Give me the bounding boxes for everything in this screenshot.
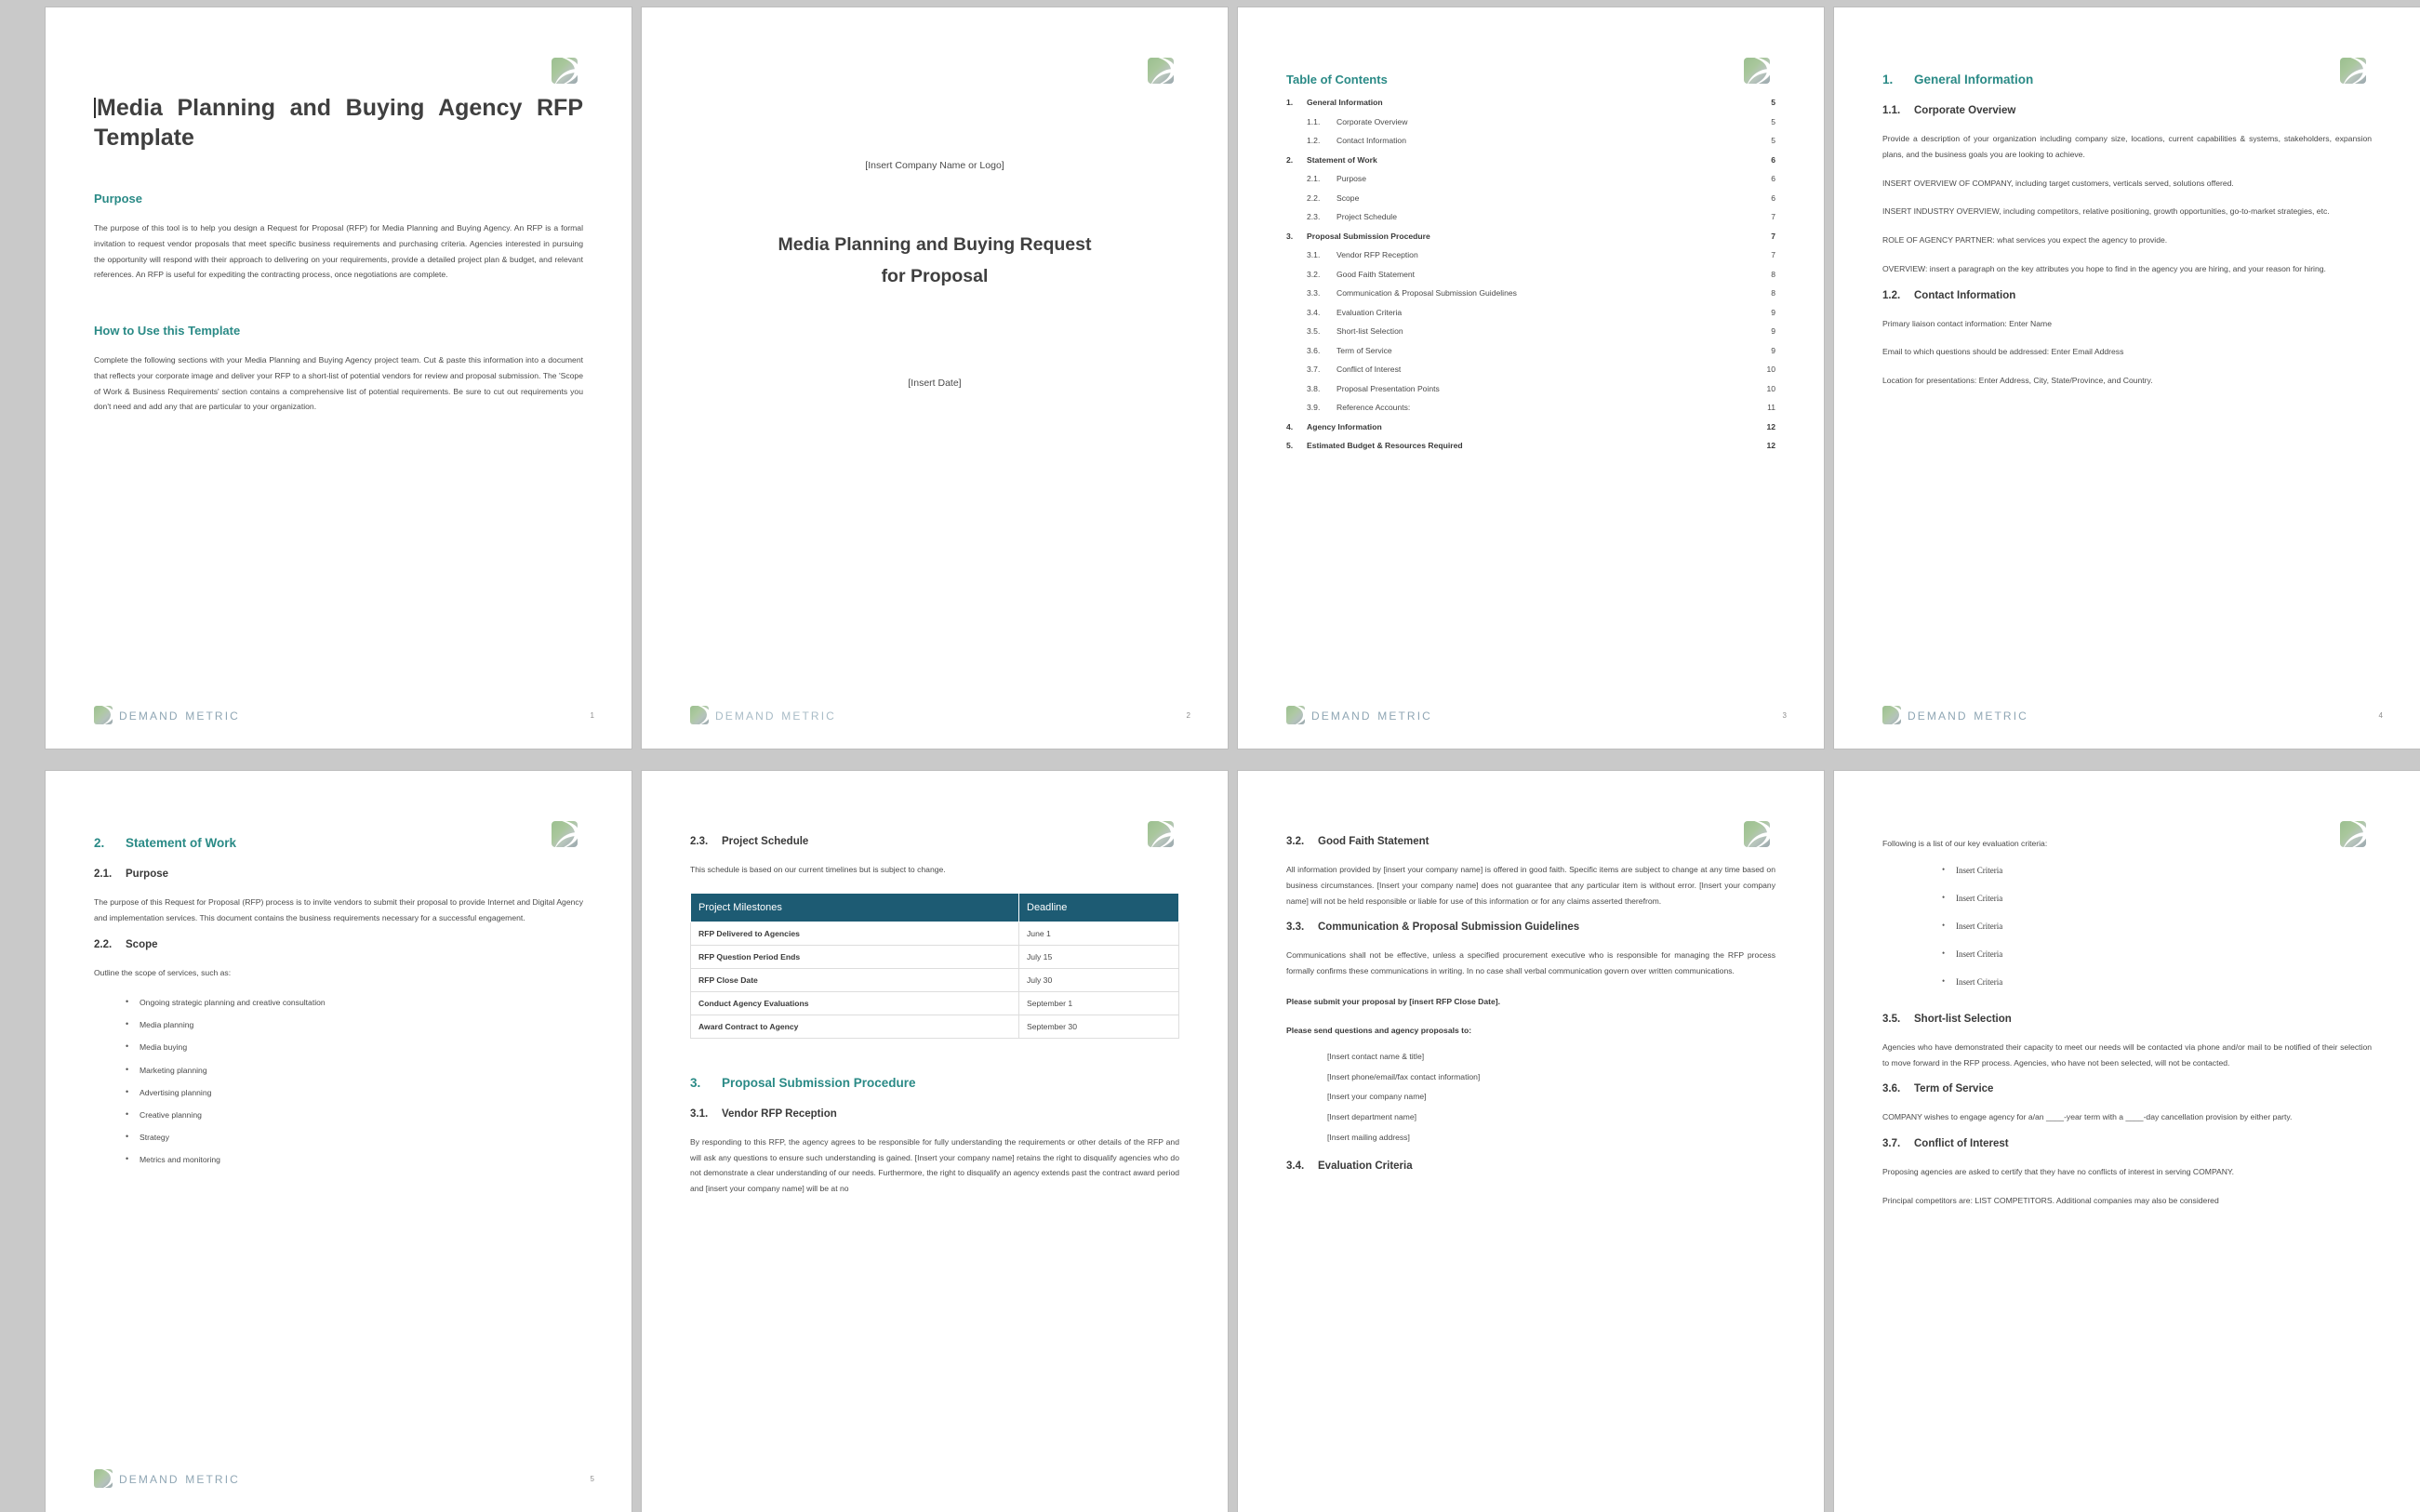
toc-entry-label: Statement of Work	[1307, 154, 1377, 165]
short-list-selection-paragraph: Agencies who have demonstrated their capacity to meet our needs will be contacted via phone and/or mail to be notified of their selection to move forward in the RFP process. Agencies, who have not been selected, will not be contacted.	[1882, 1041, 2372, 1068]
corporate-overview-paragraph-5: OVERVIEW: insert a paragraph on the key attributes you hope to find in the agency you are hiring, and your reason for hiring.	[1882, 263, 2326, 273]
list-item: • Insert Criteria	[1942, 867, 2372, 875]
demand-metric-logo-icon	[1148, 821, 1174, 847]
scope-intro-paragraph: Outline the scope of services, such as:	[94, 967, 232, 977]
toc-entry-label: Communication & Proposal Submission Guidelines	[1336, 288, 1517, 298]
toc-entry-page: 11	[1767, 403, 1775, 412]
list-item: • Media buying	[126, 1043, 583, 1052]
table-of-contents-list	[1286, 98, 1775, 450]
page-footer	[94, 1469, 594, 1488]
toc-entry[interactable]	[1286, 193, 1775, 203]
toc-entry-page: 6	[1771, 192, 1775, 203]
demand-metric-logo-icon	[1744, 821, 1770, 847]
term-of-service-paragraph: COMPANY wishes to engage agency for a/an ____-year term with a ____-day cancellation provision by either party.	[1882, 1112, 2293, 1122]
toc-entry-label: Conflict of Interest	[1336, 365, 1402, 374]
table-of-contents-title: Table of Contents	[1286, 73, 1388, 86]
schedule-intro-paragraph: This schedule is based on our current timelines but is subject to change.	[690, 865, 946, 874]
conflict-of-interest-paragraph: Proposing agencies are asked to certify that they have no conflicts of interest in serving COMPANY.	[1882, 1167, 2234, 1176]
demand-metric-wordmark: demand metric	[1311, 706, 1432, 723]
toc-entry[interactable]	[1286, 212, 1775, 221]
scope-bullet-list	[94, 999, 583, 1163]
toc-entry[interactable]	[1286, 308, 1775, 317]
toc-entry[interactable]	[1286, 250, 1775, 259]
vendor-rfp-reception-paragraph: By responding to this RFP, the agency agrees to be responsible for fully understanding the requirements or other details of the RFP and will ask any questions to ensure such understanding is gained. [Insert your company name] retains the right to disqualify agencies who do not demonstrate a clear understanding of our needs. Furthermore, the right to disqualify an agency extends past the contract award period and [insert your company name] will be at no	[690, 1136, 1179, 1193]
toc-entry-number: 5.	[1286, 441, 1294, 450]
contact-placeholder-line: [Insert phone/email/fax contact information]	[1327, 1071, 1481, 1081]
table-row	[691, 1015, 1179, 1038]
subsection-heading-communication-guidelines: 3.3. Communication & Proposal Submission Guidelines	[1286, 922, 1580, 934]
toc-entry-label: Estimated Budget & Resources Required	[1307, 441, 1463, 450]
toc-entry-number: 3.4.	[1307, 307, 1321, 317]
toc-entry[interactable]	[1286, 422, 1775, 431]
send-questions-note: Please send questions and agency proposals to:	[1286, 1025, 1472, 1035]
subsection-heading-project-schedule: 2.3. Project Schedule	[690, 836, 809, 847]
list-item: • Marketing planning	[126, 1067, 583, 1075]
table-header-row	[691, 893, 1179, 922]
toc-entry-label: General Information	[1307, 98, 1383, 107]
principal-competitors-paragraph: Principal competitors are: LIST COMPETITORS. Additional companies may also be considered	[1882, 1195, 2219, 1205]
page-number: 3	[1782, 710, 1787, 720]
column-header-deadline: Deadline	[1019, 893, 1179, 922]
subsection-heading-vendor-rfp-reception: 3.1. Vendor RFP Reception	[690, 1107, 837, 1120]
page-footer	[1882, 706, 2383, 724]
toc-entry-label: Evaluation Criteria	[1336, 307, 1403, 317]
toc-entry[interactable]	[1286, 232, 1775, 241]
demand-metric-logo-icon	[1148, 58, 1174, 84]
toc-entry-label: Term of Service	[1336, 345, 1392, 355]
toc-entry-label: Proposal Presentation Points	[1336, 383, 1440, 393]
toc-entry-page: 7	[1771, 212, 1775, 221]
table-row	[691, 991, 1179, 1015]
list-item: • Media planning	[126, 1021, 583, 1029]
toc-entry-label: Good Faith Statement	[1336, 269, 1416, 279]
date-placeholder: [Insert Date]	[908, 378, 962, 390]
subsection-heading-conflict-of-interest: 3.7. Conflict of Interest	[1882, 1138, 2009, 1149]
toc-entry-page: 7	[1771, 231, 1775, 241]
page-footer	[94, 706, 594, 724]
toc-entry-number: 1.1.	[1307, 116, 1321, 126]
toc-entry-label: Short-list Selection	[1336, 326, 1403, 336]
column-header-milestones: Project Milestones	[691, 893, 1019, 922]
toc-entry[interactable]	[1286, 136, 1775, 145]
table-row	[691, 968, 1179, 991]
deadline-cell: September 30	[1019, 1015, 1179, 1038]
deadline-cell: July 15	[1019, 945, 1179, 968]
toc-entry-label: Contact Information	[1336, 136, 1406, 145]
list-item: • Insert Criteria	[1942, 922, 2372, 931]
project-schedule-table	[690, 893, 1179, 1039]
table-row	[691, 945, 1179, 968]
submission-deadline-note: Please submit your proposal by [insert RFP Close Date].	[1286, 996, 1501, 1006]
document-page-7[interactable]	[1238, 771, 1824, 1512]
toc-entry-page: 12	[1766, 421, 1775, 431]
toc-entry-number: 3.5.	[1307, 326, 1321, 336]
corporate-overview-paragraph-4: ROLE OF AGENCY PARTNER: what services you expect the agency to provide.	[1882, 235, 2168, 245]
toc-entry-number: 2.	[1286, 154, 1294, 165]
milestone-cell: RFP Close Date	[691, 968, 1019, 991]
toc-entry-number: 1.	[1286, 98, 1294, 107]
cover-title-line-1: Media Planning and Buying Request	[778, 234, 1092, 255]
contact-placeholder-list	[1286, 1053, 1775, 1141]
demand-metric-logo-icon	[94, 1469, 113, 1488]
toc-entry-page: 8	[1771, 288, 1775, 298]
contact-line-3: Location for presentations: Enter Address, City, State/Province, and Country.	[1882, 376, 2153, 385]
toc-entry-number: 2.2.	[1307, 192, 1321, 203]
toc-entry-page: 10	[1766, 383, 1775, 393]
toc-entry-number: 3.1.	[1307, 250, 1321, 259]
page-number: 1	[590, 710, 594, 720]
subsection-heading-evaluation-criteria: 3.4. Evaluation Criteria	[1286, 1161, 1413, 1173]
toc-entry[interactable]	[1286, 270, 1775, 279]
toc-entry[interactable]	[1286, 174, 1775, 183]
toc-entry-page: 6	[1771, 154, 1775, 165]
corporate-overview-paragraph-1: Provide a description of your organization including company size, locations, current capabilities & systems, stakeholders, expansion plans, and the business goals you are looking to achieve.	[1882, 134, 2372, 159]
milestone-cell: Award Contract to Agency	[691, 1015, 1019, 1038]
demand-metric-logo-icon	[2340, 58, 2366, 84]
toc-entry-page: 6	[1771, 174, 1775, 183]
document-page-2[interactable]	[642, 7, 1228, 749]
toc-entry-label: Agency Information	[1307, 421, 1382, 431]
section-heading-purpose: Purpose	[94, 192, 143, 206]
document-page-4[interactable]	[1834, 7, 2420, 749]
demand-metric-logo-icon	[94, 706, 113, 724]
toc-entry-page: 5	[1771, 98, 1775, 107]
section-heading-proposal-submission-procedure: 3. Proposal Submission Procedure	[690, 1075, 916, 1090]
toc-entry[interactable]	[1286, 384, 1775, 393]
toc-entry-page: 5	[1771, 136, 1775, 145]
list-item: • Insert Criteria	[1942, 950, 2372, 959]
contact-placeholder-line: [Insert your company name]	[1327, 1092, 1427, 1102]
contact-line-1: Primary liaison contact information: Enter Name	[1882, 318, 2052, 328]
toc-entry-number: 2.1.	[1307, 174, 1321, 183]
toc-entry-number: 3.3.	[1307, 288, 1321, 298]
demand-metric-logo-icon	[2340, 821, 2366, 847]
list-item: • Advertising planning	[126, 1089, 583, 1097]
toc-entry[interactable]	[1286, 346, 1775, 355]
demand-metric-wordmark: demand metric	[119, 706, 240, 723]
subsection-heading-contact-information: 1.2. Contact Information	[1882, 289, 2016, 301]
toc-entry-page: 9	[1771, 326, 1775, 336]
toc-entry[interactable]	[1286, 403, 1775, 412]
milestone-cell: RFP Question Period Ends	[691, 945, 1019, 968]
toc-entry-number: 3.2.	[1307, 269, 1321, 279]
toc-entry-page: 10	[1766, 365, 1775, 374]
toc-entry[interactable]	[1286, 441, 1775, 450]
toc-entry-number: 3.7.	[1307, 365, 1321, 374]
toc-entry-page: 7	[1771, 250, 1775, 259]
document-page-6[interactable]	[642, 771, 1228, 1512]
demand-metric-wordmark: demand metric	[119, 1469, 240, 1487]
toc-entry-label: Reference Accounts:	[1336, 403, 1411, 412]
toc-entry[interactable]	[1286, 326, 1775, 336]
list-item: • Insert Criteria	[1942, 895, 2372, 903]
toc-entry-page: 9	[1771, 307, 1775, 317]
toc-entry[interactable]	[1286, 365, 1775, 374]
toc-entry-label: Purpose	[1336, 174, 1367, 183]
toc-entry[interactable]	[1286, 98, 1775, 107]
section-heading-how-to-use: How to Use this Template	[94, 324, 241, 338]
corporate-overview-paragraph-2: INSERT OVERVIEW OF COMPANY, including target customers, verticals served, solutions offered.	[1882, 178, 2234, 188]
page-footer	[1286, 706, 1787, 724]
section-heading-statement-of-work: 2. Statement of Work	[94, 836, 237, 850]
demand-metric-wordmark: demand metric	[1908, 706, 2028, 723]
subsection-heading-good-faith-statement: 3.2. Good Faith Statement	[1286, 836, 1429, 847]
company-name-placeholder: [Insert Company Name or Logo]	[865, 160, 1004, 171]
list-item: • Metrics and monitoring	[126, 1156, 583, 1164]
cover-title-line-2: for Proposal	[881, 266, 989, 287]
demand-metric-logo-icon	[1744, 58, 1770, 84]
toc-entry-number: 3.9.	[1307, 403, 1321, 412]
demand-metric-logo-icon	[1882, 706, 1901, 724]
demand-metric-wordmark: demand metric	[715, 706, 836, 723]
communication-guidelines-paragraph: Communications shall not be effective, unless a specified procurement executive who is responsible for managing the RFP process formally confirms these communications in writing. In no case shall verbal communication govern over written communications.	[1286, 950, 1775, 975]
purpose-paragraph: The purpose of this tool is to help you design a Request for Proposal (RFP) for Media Planning and Buying Agency. An RFP is a formal invitation to request vendor proposals that meet specific business requirements and purchasing criteria. Agencies interested in pursuing the opportunity will respond with their approach to delivering on your requirements, provide a detailed project plan & budget, and relevant references. An RFP is useful for expediting the contracting process, once negotiations are complete.	[94, 223, 583, 280]
page-footer	[690, 706, 1190, 724]
demand-metric-logo-icon	[690, 706, 709, 724]
toc-entry[interactable]	[1286, 155, 1775, 165]
subsection-heading-purpose: 2.1. Purpose	[94, 869, 169, 880]
toc-entry-number: 1.2.	[1307, 136, 1321, 145]
page-number: 5	[590, 1474, 594, 1483]
document-page-5[interactable]	[46, 771, 632, 1512]
toc-entry-page: 8	[1771, 269, 1775, 279]
toc-entry-page: 5	[1771, 116, 1775, 126]
toc-entry-number: 3.6.	[1307, 345, 1321, 355]
subsection-heading-term-of-service: 3.6. Term of Service	[1882, 1083, 1994, 1095]
evaluation-criteria-intro: Following is a list of our key evaluation criteria:	[1882, 839, 2048, 848]
document-page-8[interactable]	[1834, 771, 2420, 1512]
toc-entry-label: Proposal Submission Procedure	[1307, 231, 1430, 241]
toc-entry-page: 12	[1766, 441, 1775, 450]
contact-placeholder-line: [Insert department name]	[1327, 1112, 1417, 1122]
toc-entry-page: 9	[1771, 345, 1775, 355]
contact-line-2: Email to which questions should be addressed: Enter Email Address	[1882, 347, 2124, 357]
contact-placeholder-line: [Insert mailing address]	[1327, 1132, 1410, 1142]
good-faith-paragraph: All information provided by [insert your company name] is offered in good faith. Specific items are subject to change at any time based on business circumstances. [Insert your company name] does not guarantee that any particular item is without error. [Insert your company name] will not be held responsible or liable for use of this information or for any claims asserted therefrom.	[1286, 865, 1775, 906]
demand-metric-logo-icon	[1286, 706, 1305, 724]
evaluation-criteria-list	[1882, 867, 2372, 987]
toc-entry-number: 3.	[1286, 231, 1294, 241]
subsection-heading-corporate-overview: 1.1. Corporate Overview	[1882, 105, 2016, 116]
text-cursor-caret	[94, 98, 96, 118]
corporate-overview-paragraph-3: INSERT INDUSTRY OVERVIEW, including competitors, relative positioning, growth opportunities, go-to-market strategies, etc.	[1882, 206, 2330, 217]
list-item: • Creative planning	[126, 1111, 583, 1120]
how-to-use-paragraph: Complete the following sections with your Media Planning and Buying Agency project team. Cut & paste this information into a document that reflects your corporate image and deliver your RFP to a short-list of potential vendors for review and proposal submission. The 'Scope of Work & Business Requirements' section contains a comprehensive list of potential requirements. Be sure to cut out requirements you don't need and add any that are particular to your organization.	[94, 355, 583, 412]
deadline-cell: July 30	[1019, 968, 1179, 991]
milestone-cell: RFP Delivered to Agencies	[691, 922, 1019, 945]
toc-entry-number: 4.	[1286, 421, 1294, 431]
toc-entry[interactable]	[1286, 288, 1775, 298]
contact-placeholder-line: [Insert contact name & title]	[1327, 1052, 1425, 1062]
document-page-3[interactable]	[1238, 7, 1824, 749]
list-item: • Ongoing strategic planning and creative consultation	[126, 999, 583, 1007]
demand-metric-logo-icon	[552, 58, 578, 84]
list-item: • Insert Criteria	[1942, 978, 2372, 987]
list-item: • Strategy	[126, 1134, 583, 1142]
subsection-heading-scope: 2.2. Scope	[94, 938, 158, 950]
section-heading-general-information: 1. General Information	[1882, 73, 2034, 86]
toc-entry-label: Corporate Overview	[1336, 116, 1408, 126]
page-title: Media Planning and Buying Agency RFP Template	[94, 95, 583, 151]
page-number: 2	[1186, 710, 1190, 720]
toc-entry-label: Scope	[1336, 192, 1360, 203]
purpose-paragraph: The purpose of this Request for Proposal (RFP) process is to invite vendors to submit their proposal to provide Internet and Digital Agency and implementation services. This document contains the business requirements necessary for a successful engagement.	[94, 897, 583, 922]
toc-entry-number: 3.8.	[1307, 383, 1321, 393]
toc-entry-label: Vendor RFP Reception	[1336, 250, 1418, 259]
subsection-heading-short-list-selection: 3.5. Short-list Selection	[1882, 1013, 2012, 1025]
document-page-1[interactable]	[46, 7, 632, 749]
milestone-cell: Conduct Agency Evaluations	[691, 991, 1019, 1015]
toc-entry-label: Project Schedule	[1336, 212, 1397, 221]
page-number: 4	[2378, 710, 2383, 720]
toc-entry[interactable]	[1286, 117, 1775, 126]
demand-metric-logo-icon	[552, 821, 578, 847]
deadline-cell: June 1	[1019, 922, 1179, 945]
table-row	[691, 922, 1179, 945]
toc-entry-number: 2.3.	[1307, 212, 1321, 221]
deadline-cell: September 1	[1019, 991, 1179, 1015]
